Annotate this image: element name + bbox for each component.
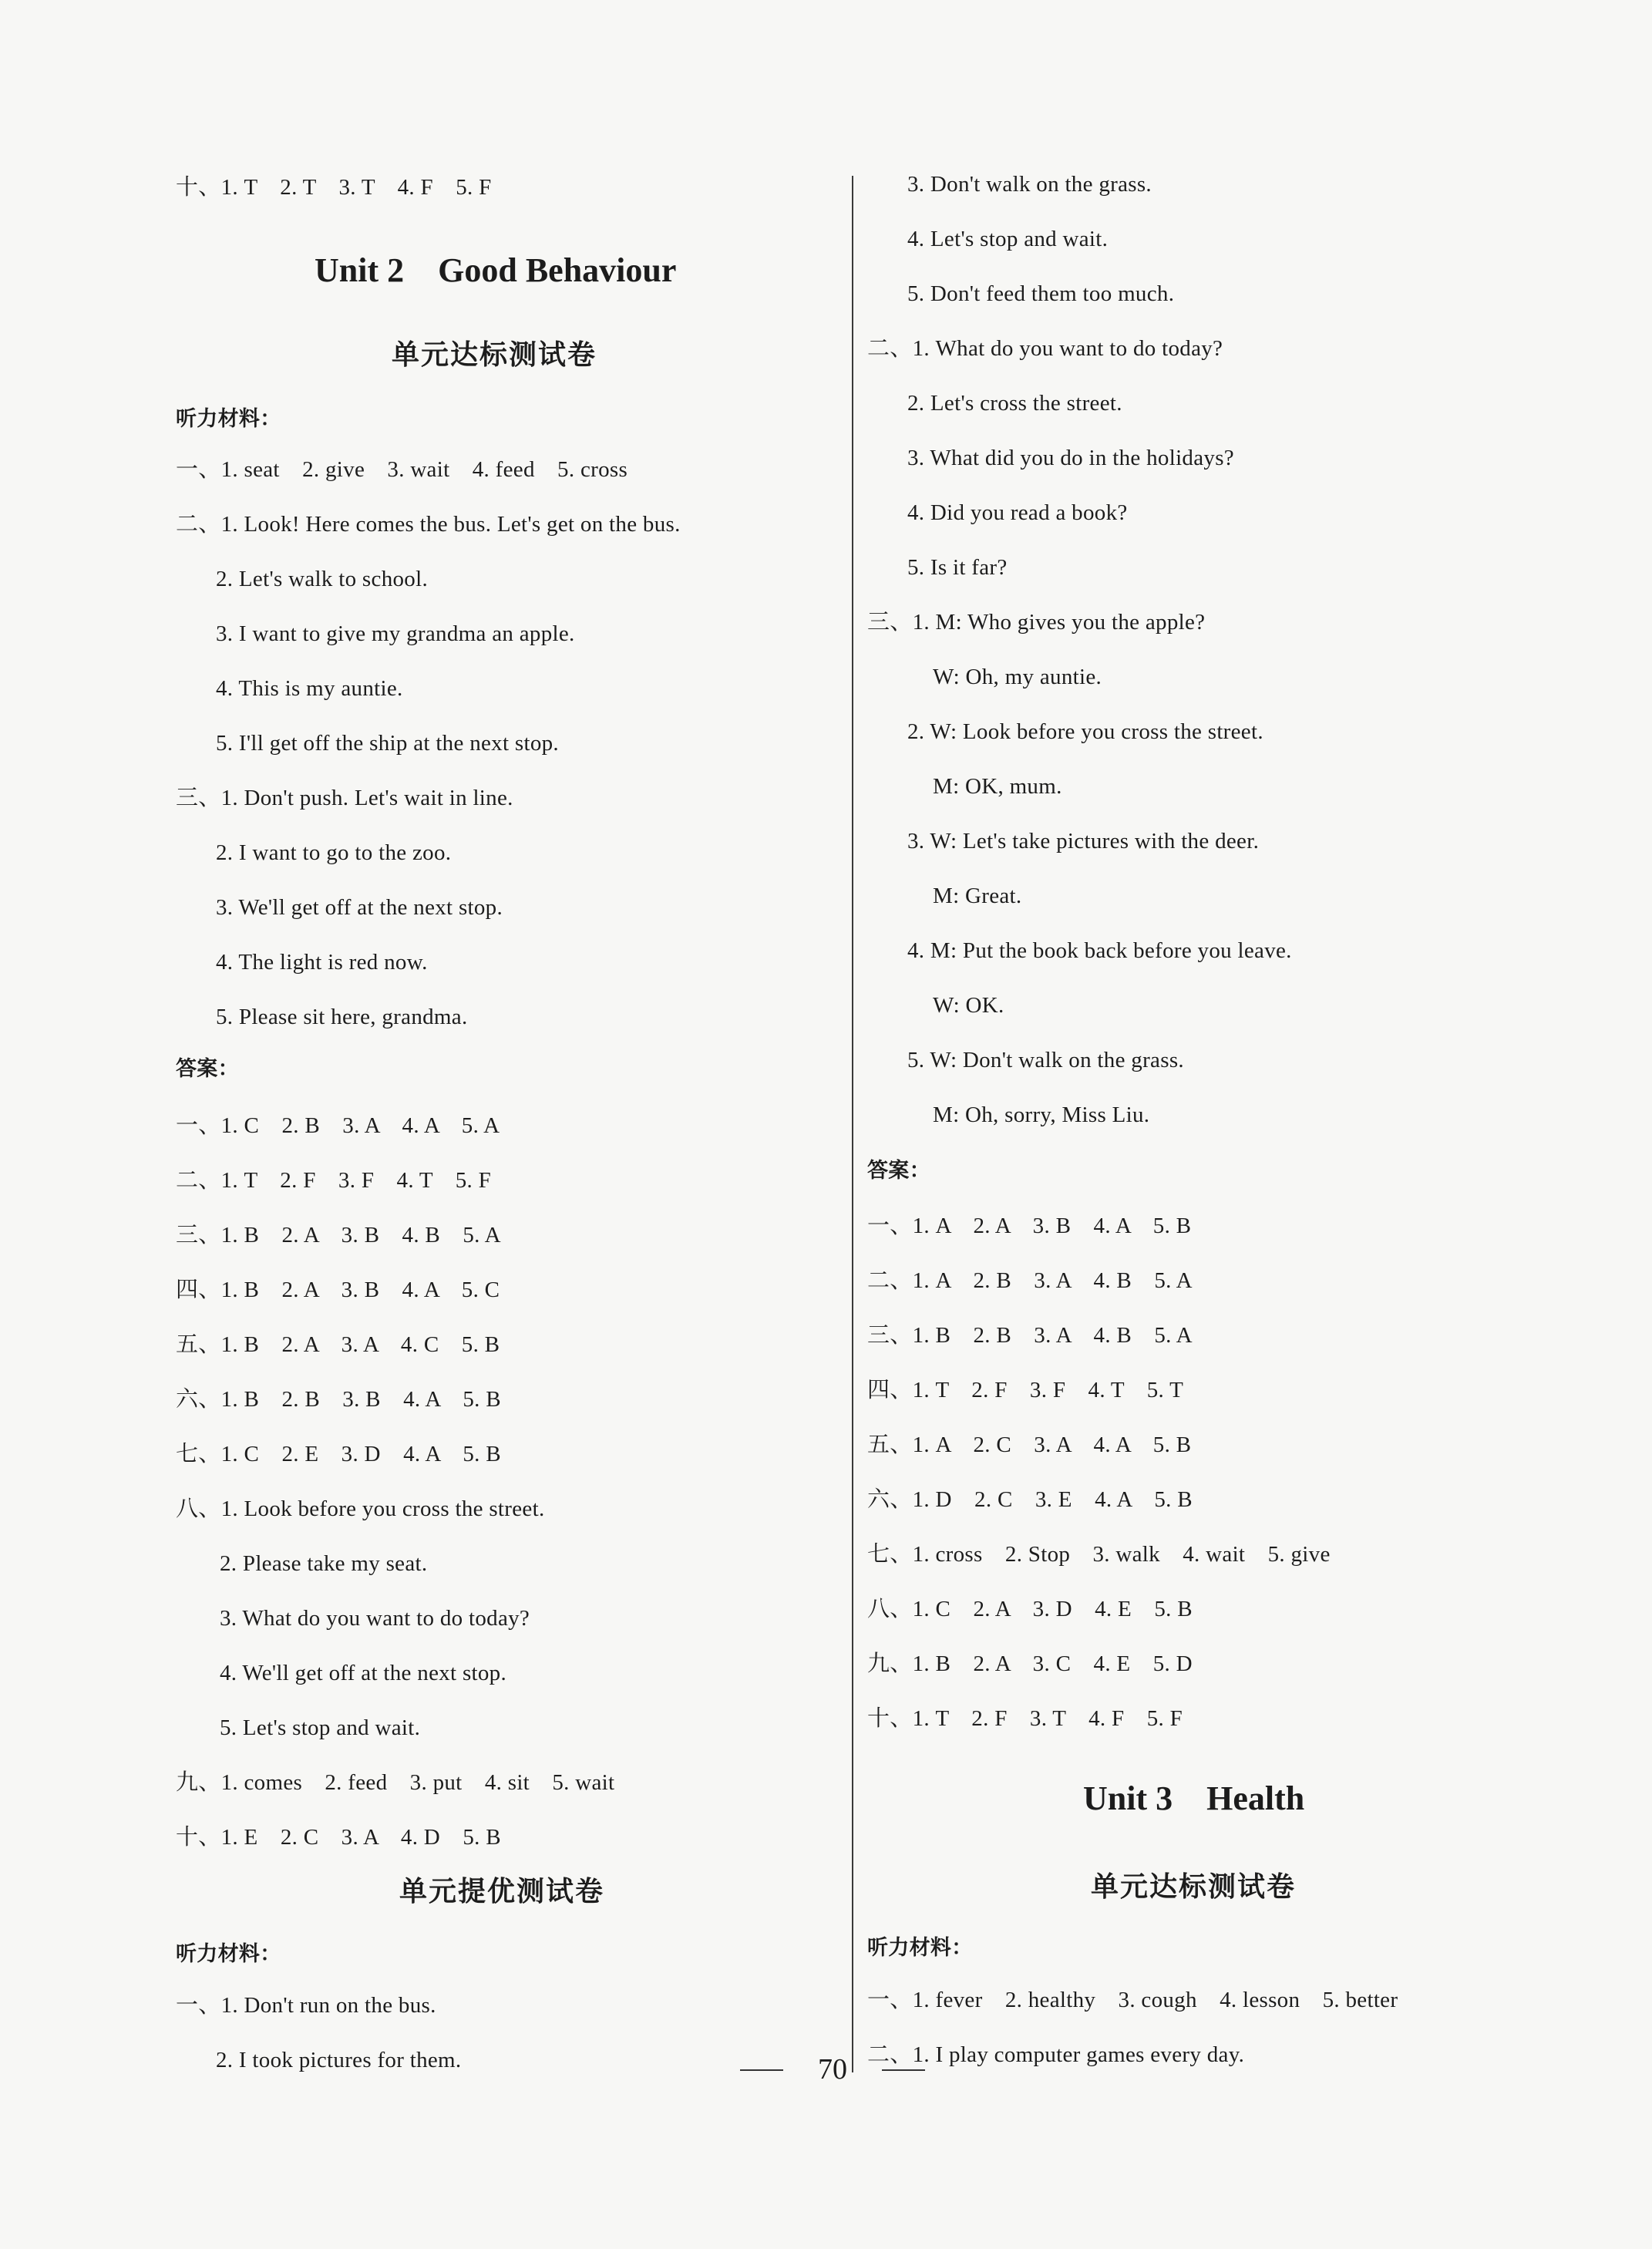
listening-line: 2. I want to go to the zoo. — [216, 840, 452, 865]
listening-line: 3. We'll get off at the next stop. — [216, 895, 503, 920]
listening-line: 4. The light is red now. — [216, 950, 428, 975]
listening-line: 4. This is my auntie. — [216, 676, 403, 701]
answer-line: 3. What do you want to do today? — [220, 1606, 530, 1631]
answer-line: 二、1. T 2. F 3. F 4. T 5. F — [176, 1168, 492, 1193]
listening-line: 一、1. seat 2. give 3. wait 4. feed 5. cross — [176, 457, 628, 482]
answer-line: 二、1. A 2. B 3. A 4. B 5. A — [867, 1268, 1193, 1293]
answer-line: 一、1. A 2. A 3. B 4. A 5. B — [867, 1214, 1192, 1238]
listening-label: 听力材料： — [176, 1942, 281, 1966]
listening-line: 4. Did you read a book? — [907, 500, 1128, 525]
answer-line: 2. Please take my seat. — [220, 1551, 428, 1576]
listening-line: 5. I'll get off the ship at the next stop. — [216, 731, 559, 756]
dialogue-line: M: Great. — [933, 884, 1022, 908]
answer-line: 五、1. B 2. A 3. A 4. C 5. B — [176, 1332, 500, 1357]
column-divider — [852, 176, 853, 2072]
listening-line: 5. Is it far? — [907, 555, 1008, 580]
answer-line: 四、1. B 2. A 3. B 4. A 5. C — [176, 1278, 500, 1302]
listening-label: 听力材料： — [176, 407, 281, 431]
answer-line: 五、1. A 2. C 3. A 4. A 5. B — [867, 1433, 1192, 1457]
listening-line: 2. Let's walk to school. — [216, 567, 428, 591]
answer-line: 九、1. B 2. A 3. C 4. E 5. D — [867, 1651, 1193, 1676]
section-title: 单元达标测试卷 — [1091, 1871, 1297, 1903]
dialogue-line: M: Oh, sorry, Miss Liu. — [933, 1103, 1150, 1127]
answer-label: 答案： — [867, 1159, 930, 1183]
listening-label: 听力材料： — [867, 1936, 973, 1960]
answer-line: 七、1. C 2. E 3. D 4. A 5. B — [176, 1442, 501, 1466]
listening-line: 2. Let's cross the street. — [907, 391, 1122, 416]
answer-line: 四、1. T 2. F 3. F 4. T 5. T — [867, 1378, 1184, 1402]
answer-label: 答案： — [176, 1057, 239, 1081]
listening-line: 3. I want to give my grandma an apple. — [216, 621, 575, 646]
listening-line: 4. Let's stop and wait. — [907, 227, 1109, 251]
answer-line: 七、1. cross 2. Stop 3. walk 4. wait 5. give — [867, 1542, 1331, 1567]
listening-line: 一、1. Don't run on the bus. — [176, 1993, 436, 2018]
answer-line: 八、1. Look before you cross the street. — [176, 1497, 545, 1521]
unit2-title: Unit 2 Good Behaviour — [315, 251, 677, 289]
listening-line: 5. Don't feed them too much. — [907, 281, 1175, 306]
answer-line: 九、1. comes 2. feed 3. put 4. sit 5. wait — [176, 1770, 615, 1795]
dialogue-line: 4. M: Put the book back before you leave. — [907, 938, 1292, 963]
dialogue-line: 5. W: Don't walk on the grass. — [907, 1048, 1184, 1072]
unit3-title: Unit 3 Health — [1083, 1779, 1305, 1817]
answer-line: 一、1. C 2. B 3. A 4. A 5. A — [176, 1113, 500, 1138]
answer-line: 八、1. C 2. A 3. D 4. E 5. B — [867, 1597, 1193, 1621]
answer-line: 4. We'll get off at the next stop. — [220, 1661, 507, 1685]
dialogue-line: 3. W: Let's take pictures with the deer. — [907, 829, 1260, 853]
listening-line: 3. Don't walk on the grass. — [907, 172, 1152, 197]
listening-line: 二、1. Look! Here comes the bus. Let's get on the bus. — [176, 512, 681, 537]
listening-line: 2. I took pictures for them. — [216, 2048, 462, 2072]
section-title: 单元提优测试卷 — [399, 1876, 605, 1907]
answer-line: 三、1. B 2. A 3. B 4. B 5. A — [176, 1223, 501, 1247]
answer-line: 十、1. T 2. F 3. T 4. F 5. F — [867, 1706, 1183, 1731]
footer-dash-right — [882, 2069, 925, 2071]
answer-line: 六、1. D 2. C 3. E 4. A 5. B — [867, 1487, 1193, 1512]
listening-line: 3. What did you do in the holidays? — [907, 446, 1234, 470]
dialogue-line: W: Oh, my auntie. — [933, 665, 1102, 689]
answer-line: 5. Let's stop and wait. — [220, 1715, 421, 1740]
answer-line: 十、1. E 2. C 3. A 4. D 5. B — [176, 1825, 501, 1850]
page-number: 70 — [818, 2053, 847, 2086]
dialogue-line: W: OK. — [933, 993, 1004, 1018]
dialogue-line: M: OK, mum. — [933, 774, 1062, 799]
page-footer — [740, 2051, 925, 2089]
answer-line: 三、1. B 2. B 3. A 4. B 5. A — [867, 1323, 1193, 1348]
listening-line: 二、1. What do you want to do today? — [867, 336, 1223, 361]
answer-line: 六、1. B 2. B 3. B 4. A 5. B — [176, 1387, 501, 1412]
listening-line: 一、1. fever 2. healthy 3. cough 4. lesson 5. better — [867, 1988, 1398, 2012]
listening-line: 三、1. Don't push. Let's wait in line. — [176, 786, 513, 810]
dialogue-line: 三、1. M: Who gives you the apple? — [867, 610, 1206, 635]
section-title: 单元达标测试卷 — [392, 339, 597, 371]
answer-line: 十、1. T 2. T 3. T 4. F 5. F — [176, 175, 492, 200]
dialogue-line: 2. W: Look before you cross the street. — [907, 719, 1263, 744]
listening-line: 5. Please sit here, grandma. — [216, 1005, 468, 1029]
listening-line: 二、1. I play computer games every day. — [867, 2042, 1245, 2067]
